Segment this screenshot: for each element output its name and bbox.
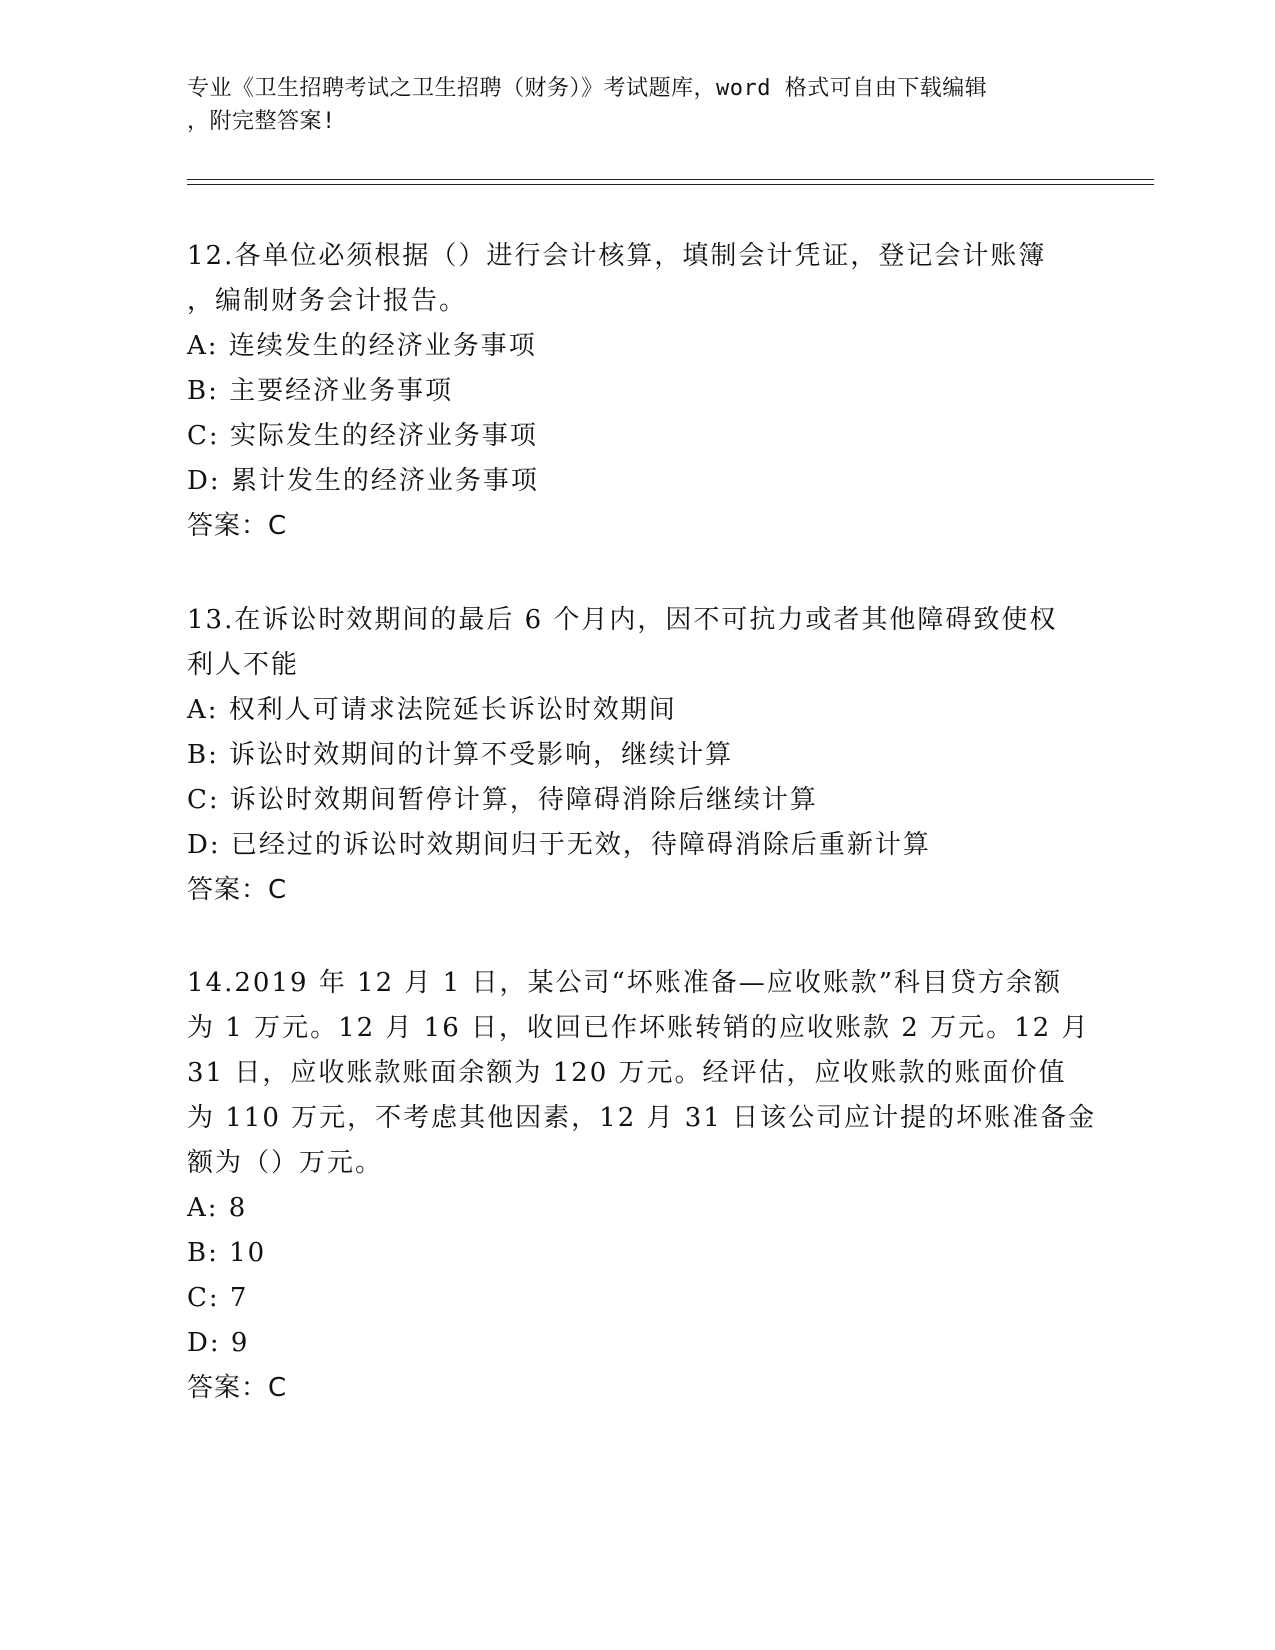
header-rule-top xyxy=(187,179,1154,180)
option-d: D: 累计发生的经济业务事项 xyxy=(187,466,539,496)
answer-text: 答案：C xyxy=(187,875,288,905)
option-a: A: 权利人可请求法院延长诉讼时效期间 xyxy=(187,695,677,725)
question-14 xyxy=(187,961,1097,1411)
stem-line: 为 110 万元，不考虑其他因素，12 月 31 日该公司应计提的坏账准备金 xyxy=(187,1103,1097,1133)
question-stem xyxy=(187,961,1097,1186)
stem-line: 额为（）万元。 xyxy=(187,1148,384,1178)
option-a: A: 连续发生的经济业务事项 xyxy=(187,331,537,361)
option-b: B: 10 xyxy=(187,1238,267,1268)
stem-line: ，编制财务会计报告。 xyxy=(187,286,468,316)
option-c: C: 7 xyxy=(187,1283,249,1313)
option-d: D: 9 xyxy=(187,1328,250,1358)
header-line: ，附完整答案! xyxy=(187,109,336,134)
option-b: B: 主要经济业务事项 xyxy=(187,376,454,406)
option-d: D: 已经过的诉讼时效期间归于无效，待障碍消除后重新计算 xyxy=(187,830,931,860)
header-line: 专业《卫生招聘考试之卫生招聘（财务）》考试题库，word 格式可自由下载编辑 xyxy=(187,76,988,101)
option-a: A: 8 xyxy=(187,1193,248,1223)
option-b: B: 诉讼时效期间的计算不受影响，继续计算 xyxy=(187,740,734,770)
stem-line: 利人不能 xyxy=(187,650,300,680)
stem-line: 为 1 万元。12 月 16 日，收回已作坏账转销的应收账款 2 万元。12 月 xyxy=(187,1013,1090,1043)
answer-text: 答案：C xyxy=(187,511,288,541)
stem-line: 31 日，应收账款账面余额为 120 万元。经评估，应收账款的账面价值 xyxy=(187,1058,1067,1088)
answer-text: 答案：C xyxy=(187,1373,288,1403)
header-rule-bottom xyxy=(187,184,1154,185)
stem-line: 12.各单位必须根据（）进行会计核算，填制会计凭证，登记会计账簿 xyxy=(187,241,1047,271)
stem-line: 13.在诉讼时效期间的最后 6 个月内，因不可抗力或者其他障碍致使权 xyxy=(187,605,1058,635)
document-header xyxy=(187,72,1067,138)
stem-line: 14.2019 年 12 月 1 日，某公司“坏账准备—应收账款”科目贷方余额 xyxy=(187,968,1063,998)
option-c: C: 诉讼时效期间暂停计算，待障碍消除后继续计算 xyxy=(187,785,818,815)
question-13 xyxy=(187,598,1087,913)
question-stem xyxy=(187,598,1087,688)
question-12 xyxy=(187,234,1087,549)
question-stem xyxy=(187,234,1087,324)
option-c: C: 实际发生的经济业务事项 xyxy=(187,421,538,451)
